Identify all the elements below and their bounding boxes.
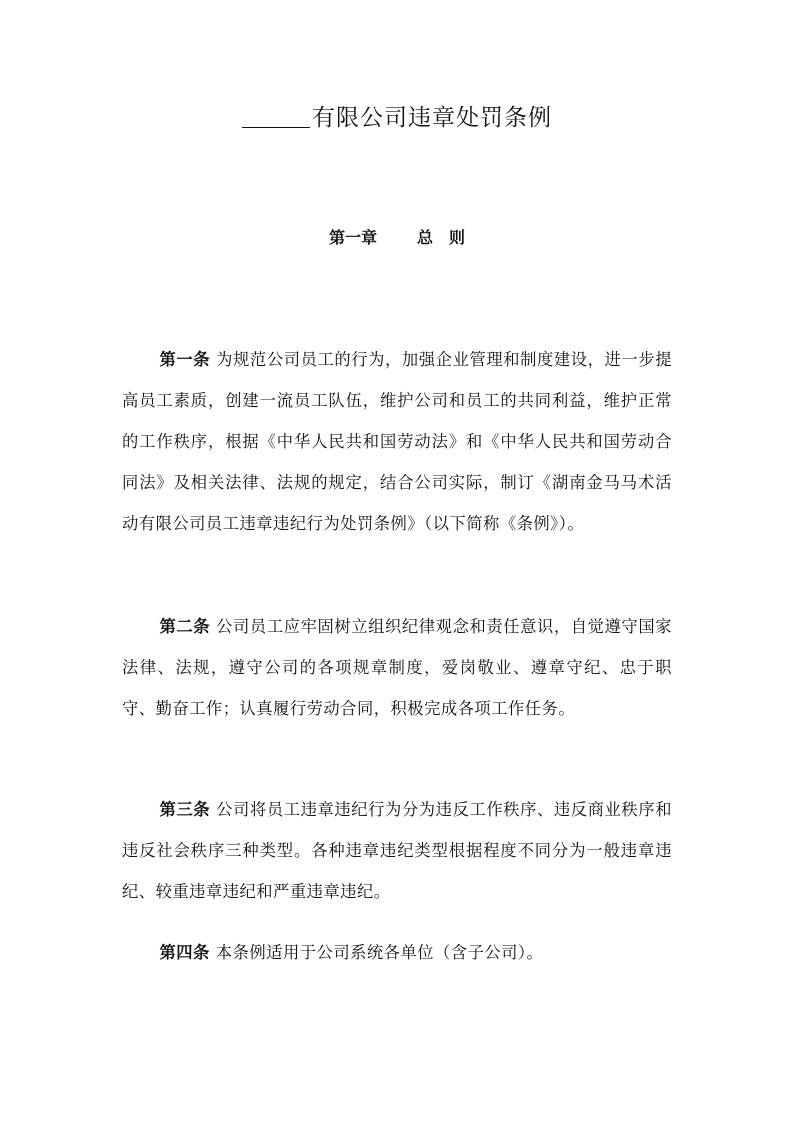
article-number: 第四条 (159, 943, 210, 962)
article-text: 公司将员工违章违纪行为分为违反工作秩序、违反商业秩序和违反社会秩序三种类型。各种违章违纪类型根据程度不同分为一般违章违纪、较重违章违纪和严重违章违纪。 (122, 800, 672, 901)
article-number: 第一条 (159, 350, 211, 369)
chapter-number: 第一章 (328, 228, 377, 247)
chapter-heading (0, 226, 794, 250)
article-text: 公司员工应牢固树立组织纪律观念和责任意识，自觉遵守国家法律、法规，遵守公司的各项规章制度，爱岗敬业、遵章守纪、忠于职守、勤奋工作；认真履行劳动合同，积极完成各项工作任务。 (122, 617, 672, 718)
document-title (0, 103, 794, 133)
article-1 (122, 339, 672, 544)
chapter-name: 总 则 (417, 228, 466, 247)
article-number: 第三条 (159, 800, 211, 819)
title-blank-line (242, 126, 310, 128)
article-number: 第二条 (159, 617, 211, 636)
article-2 (122, 606, 672, 729)
title-text: 有限公司违章处罚条例 (312, 105, 552, 131)
article-3 (122, 789, 672, 912)
article-text: 本条例适用于公司系统各单位（含子公司）。 (215, 943, 544, 962)
article-4 (122, 932, 672, 973)
article-text: 为规范公司员工的行为，加强企业管理和制度建设，进一步提高员工素质，创建一流员工队伍，维护公司和员工的共同利益，维护正常的工作秩序，根据《中华人民共和国劳动法》和《中华人民共和国劳动合同法》及相关法律、法规的规定，结合公司实际，制订《湖南金马马术活动有限公司员工违章违纪行为处罚条例》（以下简称《条例》）。 (122, 350, 672, 533)
